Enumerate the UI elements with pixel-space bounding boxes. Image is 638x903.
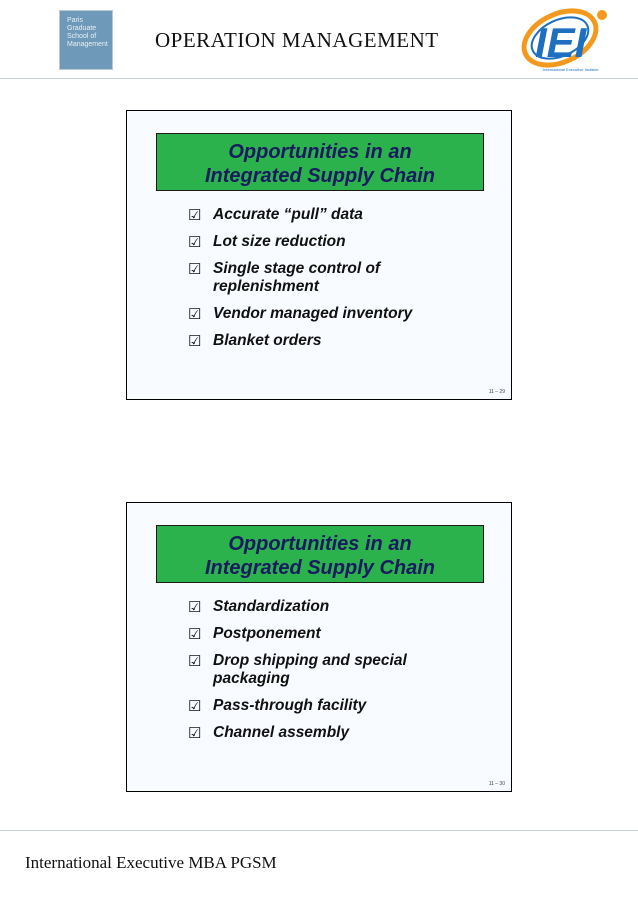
header-rule	[0, 78, 638, 79]
footer-rule	[0, 830, 638, 831]
slide-1-page-number: 11 – 29	[488, 389, 505, 395]
slide-2-title-line1: Opportunities in an	[228, 533, 412, 555]
iei-logo	[513, 5, 625, 75]
bullet-text: Vendor managed inventory	[213, 305, 413, 322]
slide-2-page-number: 11 – 30	[488, 781, 505, 787]
list-item	[186, 598, 486, 616]
list-item	[186, 260, 486, 296]
list-item	[186, 697, 486, 715]
bullet-text: Blanket orders	[213, 332, 322, 349]
slide-1	[126, 110, 512, 400]
bullet-text: Single stage control of replenishment	[213, 260, 381, 295]
slide-1-title-line2: Integrated Supply Chain	[204, 165, 436, 187]
slide-1-bullet-list	[186, 206, 486, 359]
footer-text: International Executive MBA PGSM	[25, 853, 277, 872]
slide-2-title	[156, 525, 484, 583]
checkbox-icon: ☑	[188, 653, 202, 670]
checkbox-icon: ☑	[188, 234, 202, 251]
list-item	[186, 332, 486, 350]
list-item	[186, 233, 486, 251]
bullet-text: Drop shipping and special packaging	[213, 652, 407, 687]
iei-logo-graphic	[513, 5, 625, 75]
checkbox-icon: ☑	[188, 626, 202, 643]
pgsm-logo-text: Paris Graduate School of Management	[67, 17, 108, 48]
checkbox-icon: ☑	[188, 306, 202, 323]
slide-2-bullet-list	[186, 598, 486, 751]
checkbox-icon: ☑	[188, 698, 202, 715]
slide-1-title-line1: Opportunities in an	[228, 141, 412, 163]
checkbox-icon: ☑	[188, 725, 202, 742]
bullet-text: Postponement	[213, 625, 321, 642]
list-item	[186, 724, 486, 742]
checkbox-icon: ☑	[188, 207, 202, 224]
list-item	[186, 625, 486, 643]
page-title: OPERATION MANAGEMENT	[155, 28, 439, 52]
bullet-text: Lot size reduction	[213, 233, 346, 250]
pgsm-logo	[59, 10, 113, 70]
bullet-text: Pass-through facility	[213, 697, 367, 714]
bullet-text: Accurate “pull” data	[213, 206, 363, 223]
list-item	[186, 652, 486, 688]
slide-2	[126, 502, 512, 792]
slide-1-title	[156, 133, 484, 191]
bullet-text: Standardization	[213, 598, 330, 615]
checkbox-icon: ☑	[188, 261, 202, 278]
checkbox-icon: ☑	[188, 599, 202, 616]
iei-logo-text: IEI	[535, 19, 587, 66]
bullet-text: Channel assembly	[213, 724, 350, 741]
slide-2-title-line2: Integrated Supply Chain	[204, 557, 436, 579]
iei-logo-tagline: International Executive Institute	[543, 67, 599, 72]
list-item	[186, 206, 486, 224]
list-item	[186, 305, 486, 323]
checkbox-icon: ☑	[188, 333, 202, 350]
